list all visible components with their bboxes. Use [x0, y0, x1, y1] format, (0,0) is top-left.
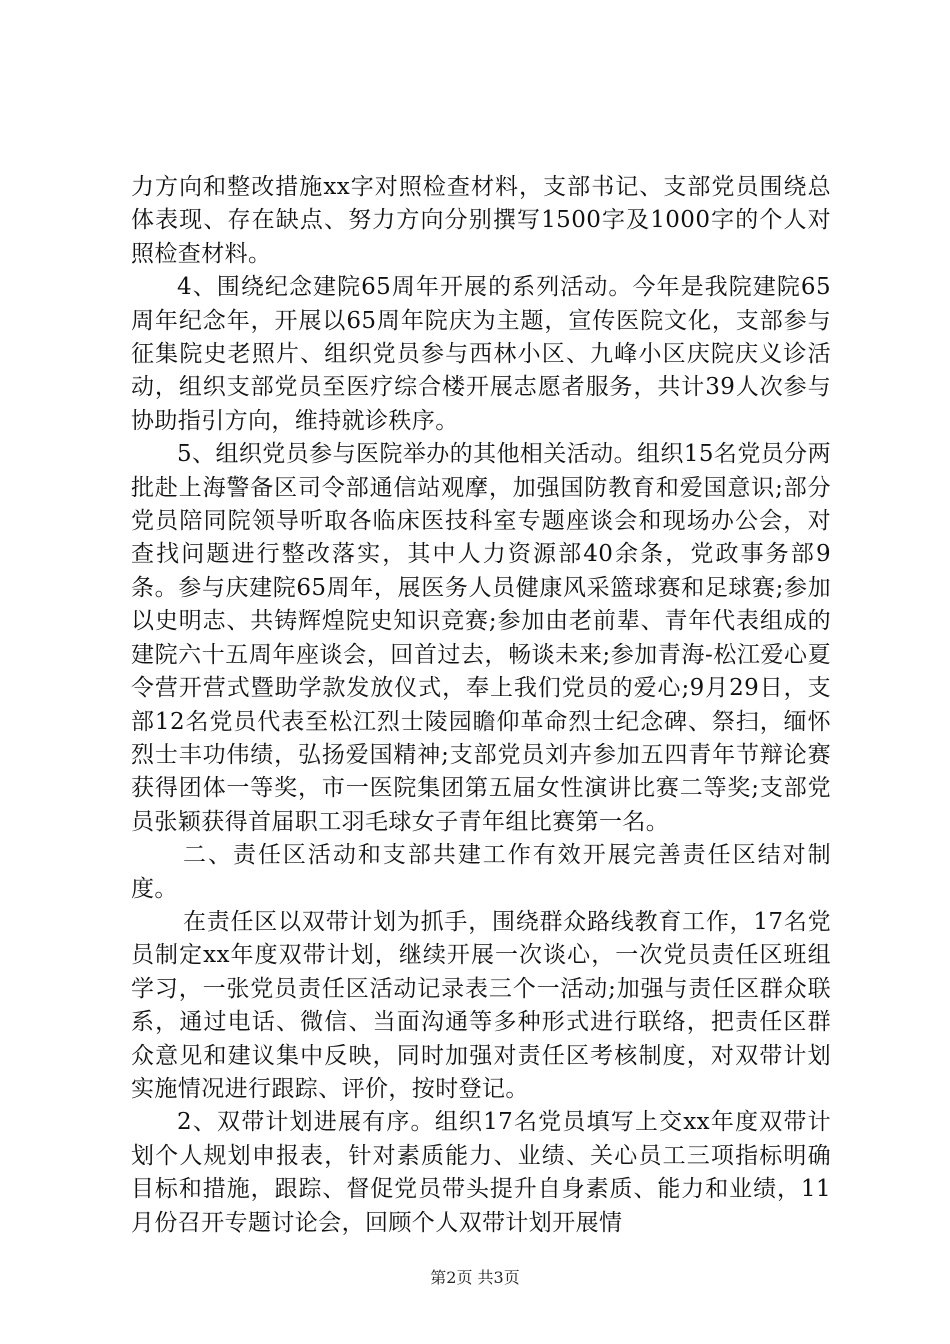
paragraph-responsibility-area: 在责任区以双带计划为抓手，围绕群众路线教育工作，17名党员制定xx年度双带计划，继续开展一次谈心，一次党员责任区班组学习，一张党员责任区活动记录表三个一活动;加强与责任区群众联系，通过电话、微信、当面沟通等多种形式进行联络，把责任区群众意见和建议集中反映，同时加强对责任区考核制度，对双带计划实施情况进行跟踪、评价，按时登记。: [131, 908, 831, 1102]
paragraph-continuation: 力方向和整改措施xx字对照检查材料，支部书记、支部党员围绕总体表现、存在缺点、努力方向分别撰写1500字及1000字的个人对照检查材料。: [131, 174, 831, 267]
page-number-footer: 第2页 共3页: [430, 1268, 520, 1287]
paragraph-item-5: 5、组织党员参与医院举办的其他相关活动。组织15名党员分两批赴上海警备区司令部通信站观摩，加强国防教育和爱国意识;部分党员陪同院领导听取各临床医技科室专题座谈会和现场办公会，对查找问题进行整改落实，其中人力资源部40余条，党政事务部9条。参与庆建院65周年，展医务人员健康风采篮球赛和足球赛;参加以史明志、共铸辉煌院史知识竞赛;参加由老前辈、青年代表组成的建院六十五周年座谈会，回首过去，畅谈未来;参加青海-松江爱心夏令营开营式暨助学款发放仪式，奉上我们党员的爱心;9月29日，支部12名党员代表至松江烈士陵园瞻仰革命烈士纪念碑、祭扫，缅怀烈士丰功伟绩，弘扬爱国精神;支部党员刘卉参加五四青年节辩论赛获得团体一等奖，市一医院集团第五届女性演讲比赛二等奖;支部党员张颖获得首届职工羽毛球女子青年组比赛第一名。: [131, 441, 831, 835]
section-heading-2: 二、责任区活动和支部共建工作有效开展完善责任区结对制度。: [131, 842, 831, 902]
document-body: [131, 171, 831, 1240]
paragraph-item-2: 2、双带计划进展有序。组织17名党员填写上交xx年度双带计划个人规划申报表，针对素质能力、业绩、关心员工三项指标明确目标和措施，跟踪、督促党员带头提升自身素质、能力和业绩，11月份召开专题讨论会，回顾个人双带计划开展情: [131, 1109, 831, 1236]
paragraph-item-4: 4、围绕纪念建院65周年开展的系列活动。今年是我院建院65周年纪念年，开展以65周年院庆为主题，宣传医院文化，支部参与征集院史老照片、组织党员参与西林小区、九峰小区庆院庆义诊活动，组织支部党员至医疗综合楼开展志愿者服务，共计39人次参与协助指引方向，维持就诊秩序。: [131, 274, 831, 434]
